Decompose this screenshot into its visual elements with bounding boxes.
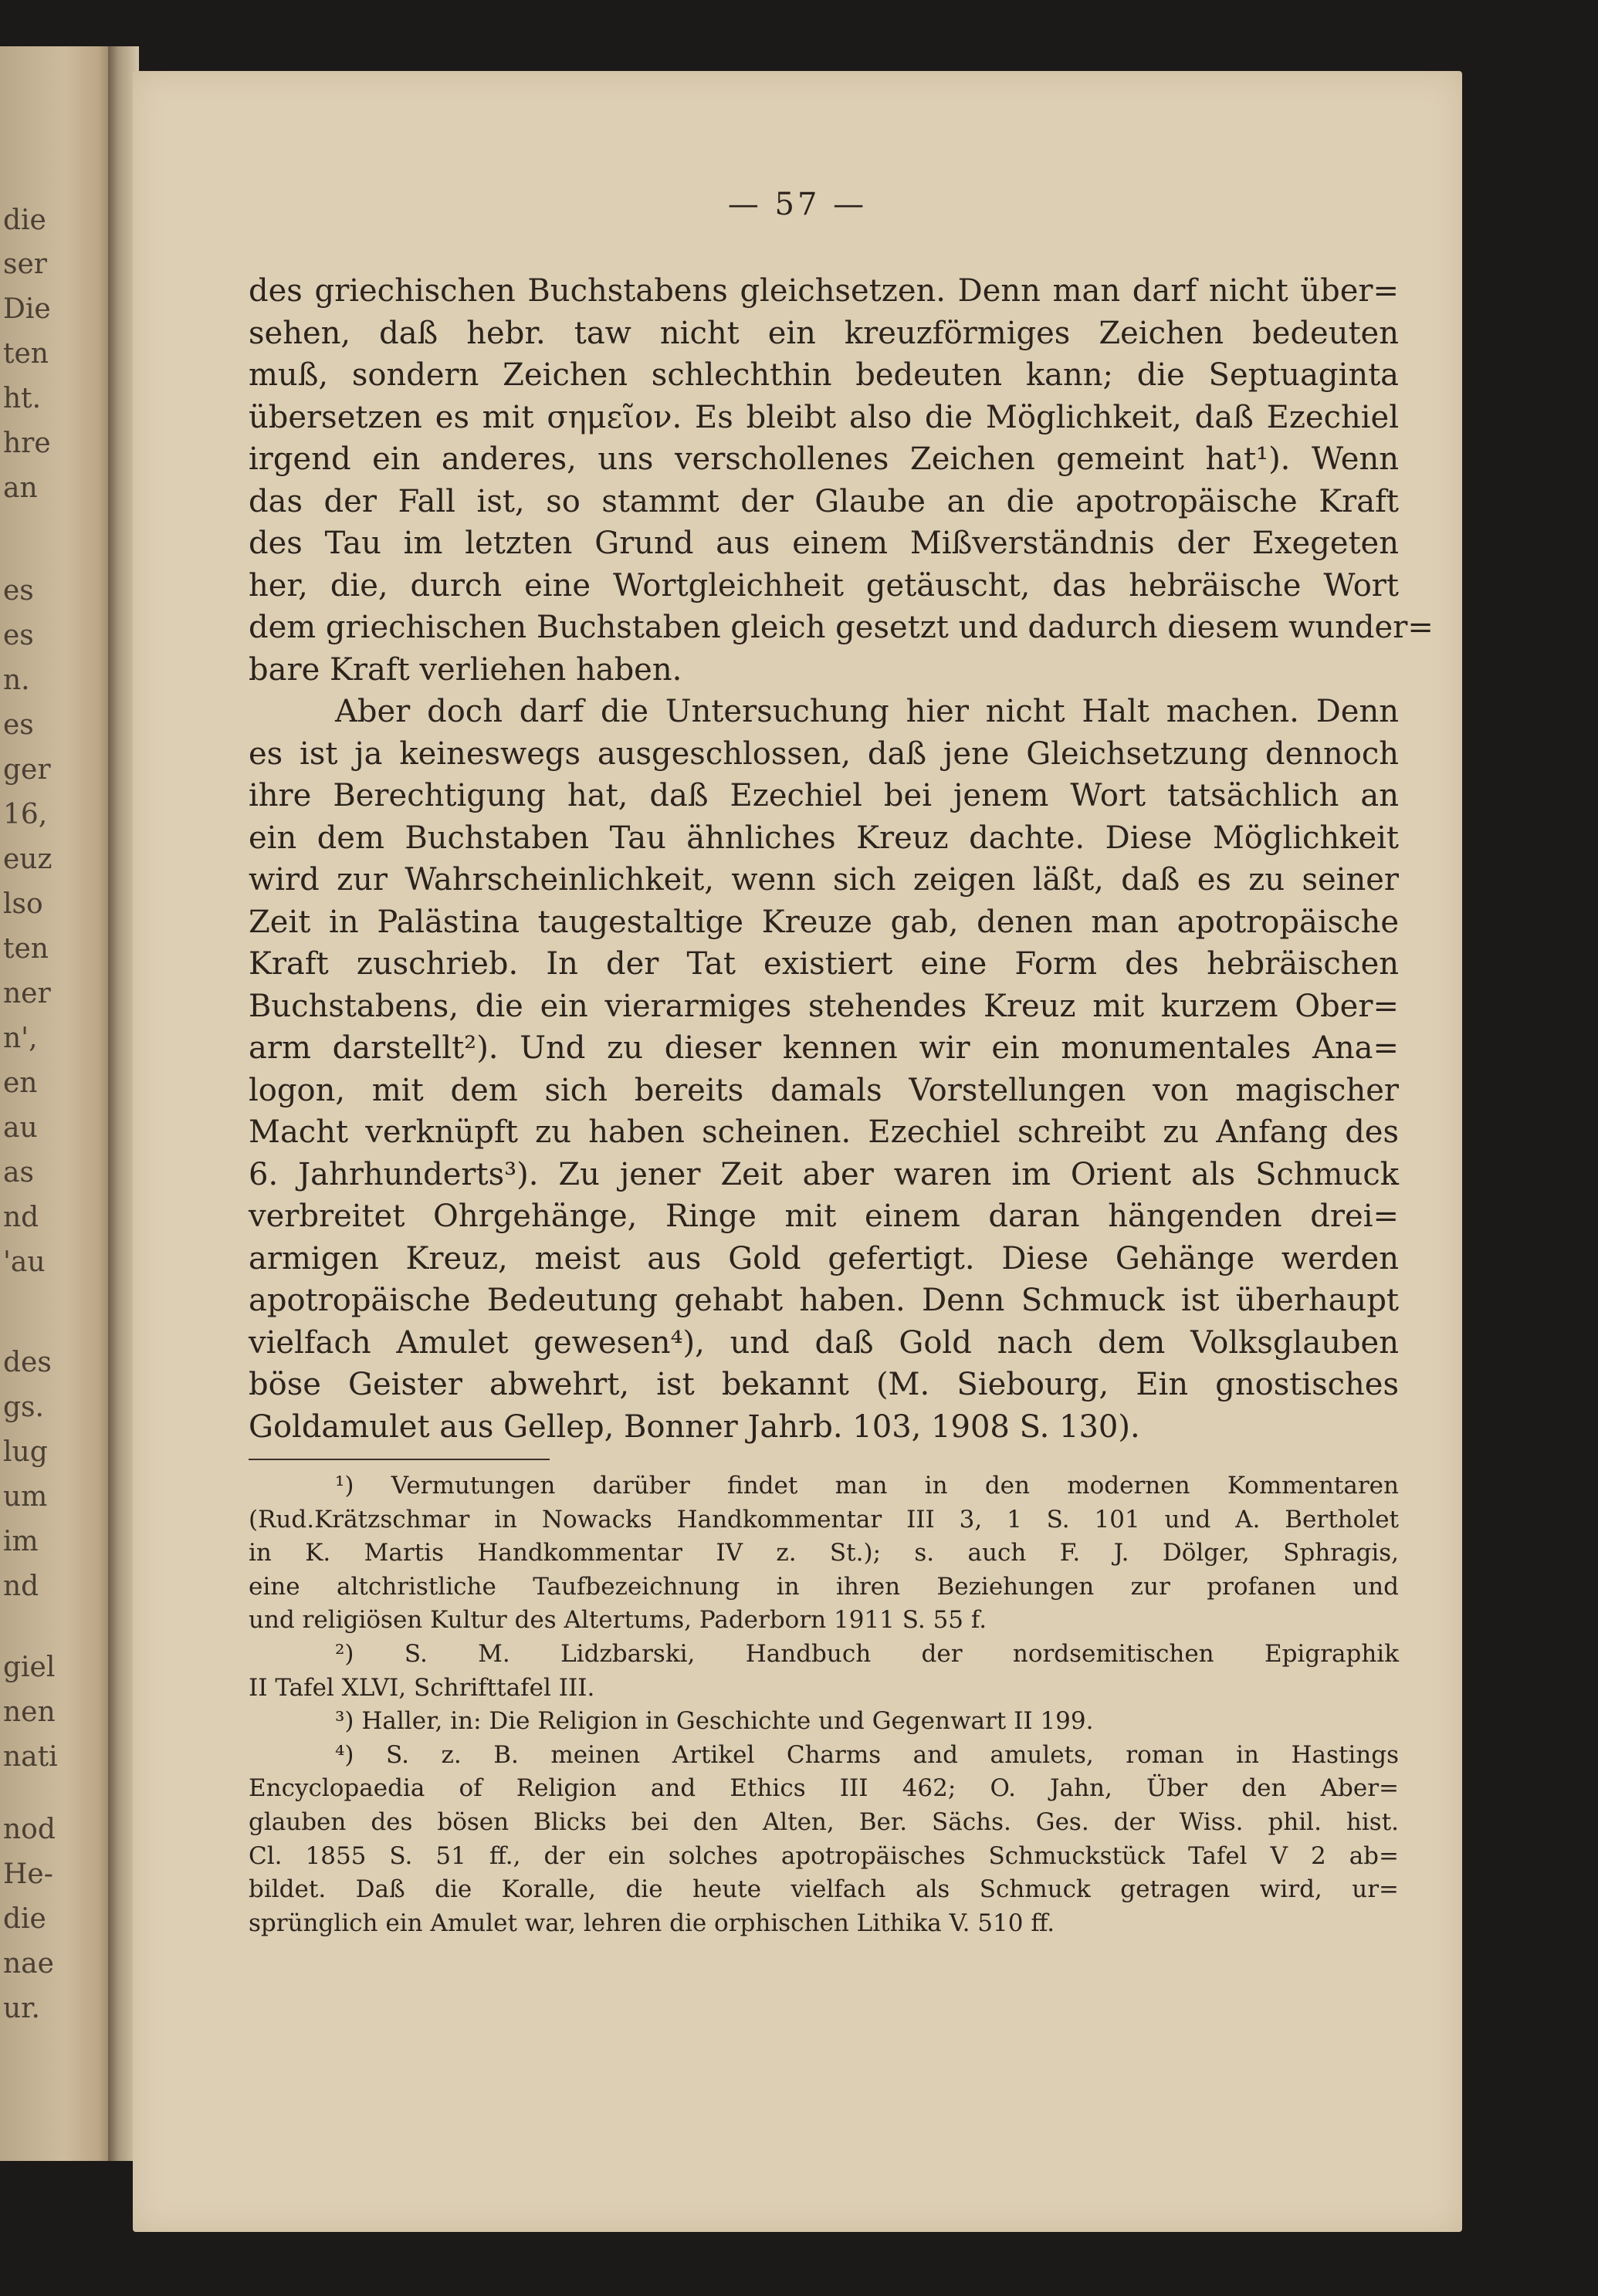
left-page-text-fragment: gs. [3, 1391, 44, 1423]
body-line: her, die, durch eine Wortgleichheit getäuscht, das hebräische Wort [249, 567, 1399, 604]
left-page-text-fragment: des [3, 1347, 52, 1378]
footnote-line: eine altchristliche Taufbezeichnung in ihren Beziehungen zur profanen und [249, 1572, 1399, 1601]
left-page-text-fragment: ser [3, 249, 47, 280]
left-page-text-fragment: es [3, 575, 34, 607]
footnote-line: glauben des bösen Blicks bei den Alten, Ber. Sächs. Ges. der Wiss. phil. hist. [249, 1807, 1399, 1836]
left-page-text-fragment: um [3, 1481, 48, 1513]
left-page-text-fragment: 'au [3, 1246, 46, 1278]
body-line: arm darstellt²). Und zu dieser kennen wir ein monumentales Ana= [249, 1030, 1399, 1066]
left-page-text-fragment: Die [3, 293, 51, 325]
left-page-text-fragment: ger [3, 754, 51, 786]
left-page-text-fragment: ht. [3, 383, 42, 414]
body-line: logon, mit dem sich bereits damals Vorstellungen von magischer [249, 1072, 1399, 1108]
body-line: das der Fall ist, so stammt der Glaube an die apotropäische Kraft [249, 483, 1399, 519]
body-line: muß, sondern Zeichen schlechthin bedeuten kann; die Septuaginta [249, 357, 1399, 393]
body-line: Aber doch darf die Untersuchung hier nicht Halt machen. Denn [335, 694, 1399, 729]
left-page-text-fragment: die [3, 205, 46, 236]
body-line: Macht verknüpft zu haben scheinen. Ezechiel schreibt zu Anfang des [249, 1114, 1399, 1150]
body-line: es ist ja keineswegs ausgeschlossen, daß jene Gleichsetzung dennoch [249, 735, 1399, 772]
left-page-text-fragment: euz [3, 844, 52, 875]
footnote-line: ³) Haller, in: Die Religion in Geschichte und Gegenwart II 199. [335, 1707, 1094, 1736]
body-line: des griechischen Buchstabens gleichsetzen. Denn man darf nicht über= [249, 273, 1399, 309]
left-page-text-fragment: nod [3, 1814, 56, 1845]
left-page-text-fragment: es [3, 620, 34, 651]
left-page-text-fragment: ten [3, 338, 49, 370]
footnote-line: ⁴) S. z. B. meinen Artikel Charms and amulets, roman in Hastings [335, 1740, 1399, 1769]
body-text [249, 270, 1434, 1448]
left-page-text-fragment: lug [3, 1436, 48, 1468]
left-page-text-fragment: 16, [3, 799, 48, 830]
page-number: — 57 — [727, 187, 868, 222]
left-facing-page [0, 46, 116, 2161]
left-page-text-fragment: es [3, 709, 34, 741]
left-page-text-fragment: en [3, 1067, 38, 1099]
body-line: ihre Berechtigung hat, daß Ezechiel bei jenem Wort tatsächlich an [249, 778, 1399, 813]
left-page-text-fragment: as [3, 1157, 34, 1189]
body-line: ein dem Buchstaben Tau ähnliches Kreuz dachte. Diese Möglichkeit [249, 820, 1399, 856]
footnote-divider [249, 1459, 550, 1460]
left-page-text-fragment: im [3, 1526, 39, 1557]
footnote-line: und religiösen Kultur des Altertums, Paderborn 1911 S. 55 f. [249, 1606, 987, 1635]
footnote-line: (Rud.Krätzschmar in Nowacks Handkommentar III 3, 1 S. 101 und A. Bertholet [249, 1505, 1399, 1533]
body-line: sehen, daß hebr. taw nicht ein kreuzförmiges Zeichen bedeuten [249, 315, 1399, 351]
body-line: apotropäische Bedeutung gehabt haben. Denn Schmuck ist überhaupt [249, 1283, 1399, 1318]
left-page-text-fragment: nd [3, 1571, 39, 1602]
left-page-text-fragment: He- [3, 1858, 53, 1890]
footnote-line: Encyclopaedia of Religion and Ethics III 462; O. Jahn, Über den Aber= [249, 1774, 1399, 1803]
left-page-text-fragment: hre [3, 428, 51, 459]
body-line: vielfach Amulet gewesen⁴), und daß Gold nach dem Volksglauben [249, 1324, 1399, 1361]
body-line: des Tau im letzten Grund aus einem Mißverständnis der Exegeten [249, 526, 1399, 561]
footnote-line: Cl. 1855 S. 51 ff., der ein solches apotropäisches Schmuckstück Tafel V 2 ab= [249, 1841, 1399, 1870]
left-page-text-fragment: ur. [3, 1993, 40, 2024]
body-line: Zeit in Palästina taugestaltige Kreuze gab, denen man apotropäische [249, 904, 1399, 940]
left-page-text-fragment: lso [3, 888, 43, 920]
left-page-text-fragment: nd [3, 1202, 39, 1233]
footnotes [249, 1469, 1399, 1940]
footnote-line: II Tafel XLVI, Schrifttafel III. [249, 1673, 595, 1702]
body-line: böse Geister abwehrt, ist bekannt (M. Siebourg, Ein gnostisches [249, 1367, 1399, 1402]
left-page-text-fragment: ner [3, 978, 51, 1009]
left-page-text-fragment: ten [3, 933, 49, 965]
left-page-text-fragment: n', [3, 1023, 38, 1054]
body-line: bare Kraft verliehen haben. [249, 651, 682, 688]
body-line: Buchstabens, die ein vierarmiges stehendes Kreuz mit kurzem Ober= [249, 988, 1399, 1024]
footnote-line: sprünglich ein Amulet war, lehren die orphischen Lithika V. 510 ff. [249, 1909, 1055, 1937]
left-page-text-fragment: n. [3, 664, 30, 696]
body-line: wird zur Wahrscheinlichkeit, wenn sich zeigen läßt, daß es zu seiner [249, 862, 1399, 898]
body-line: Kraft zuschrieb. In der Tat existiert eine Form des hebräischen [249, 946, 1399, 982]
body-line: verbreitet Ohrgehänge, Ringe mit einem daran hängenden drei= [249, 1199, 1399, 1234]
footnote-line: in K. Martis Handkommentar IV z. St.); s. auch F. J. Dölger, Sphragis, [249, 1539, 1399, 1567]
footnote-line: ²) S. M. Lidzbarski, Handbuch der nordsemitischen Epigraphik [335, 1639, 1399, 1668]
footnote-line: bildet. Daß die Koralle, die heute vielfach als Schmuck getragen wird, ur= [249, 1875, 1399, 1904]
footnote-line: ¹) Vermutungen darüber findet man in den modernen Kommentaren [335, 1472, 1399, 1500]
left-page-text-fragment: an [3, 472, 38, 504]
left-page-text-fragment: nae [3, 1948, 54, 1980]
body-line: 6. Jahrhunderts³). Zu jener Zeit aber waren im Orient als Schmuck [249, 1156, 1399, 1192]
left-page-text-fragment: nen [3, 1696, 56, 1728]
book-page [133, 71, 1462, 2232]
left-page-text-fragment: nati [3, 1741, 58, 1773]
left-page-text-fragment: au [3, 1112, 38, 1144]
body-line: armigen Kreuz, meist aus Gold gefertigt. Diese Gehänge werden [249, 1240, 1399, 1276]
body-line: übersetzen es mit σημεῖον. Es bleibt also die Möglichkeit, daß Ezechiel [249, 399, 1399, 435]
left-page-text-fragment: giel [3, 1652, 56, 1683]
body-line: Goldamulet aus Gellep, Bonner Jahrb. 103, 1908 S. 130). [249, 1408, 1140, 1445]
left-page-text-fragment: die [3, 1903, 46, 1935]
body-line: irgend ein anderes, uns verschollenes Zeichen gemeint hat¹). Wenn [249, 441, 1399, 477]
body-line: dem griechischen Buchstaben gleich gesetzt und dadurch diesem wunder= [249, 610, 1434, 645]
